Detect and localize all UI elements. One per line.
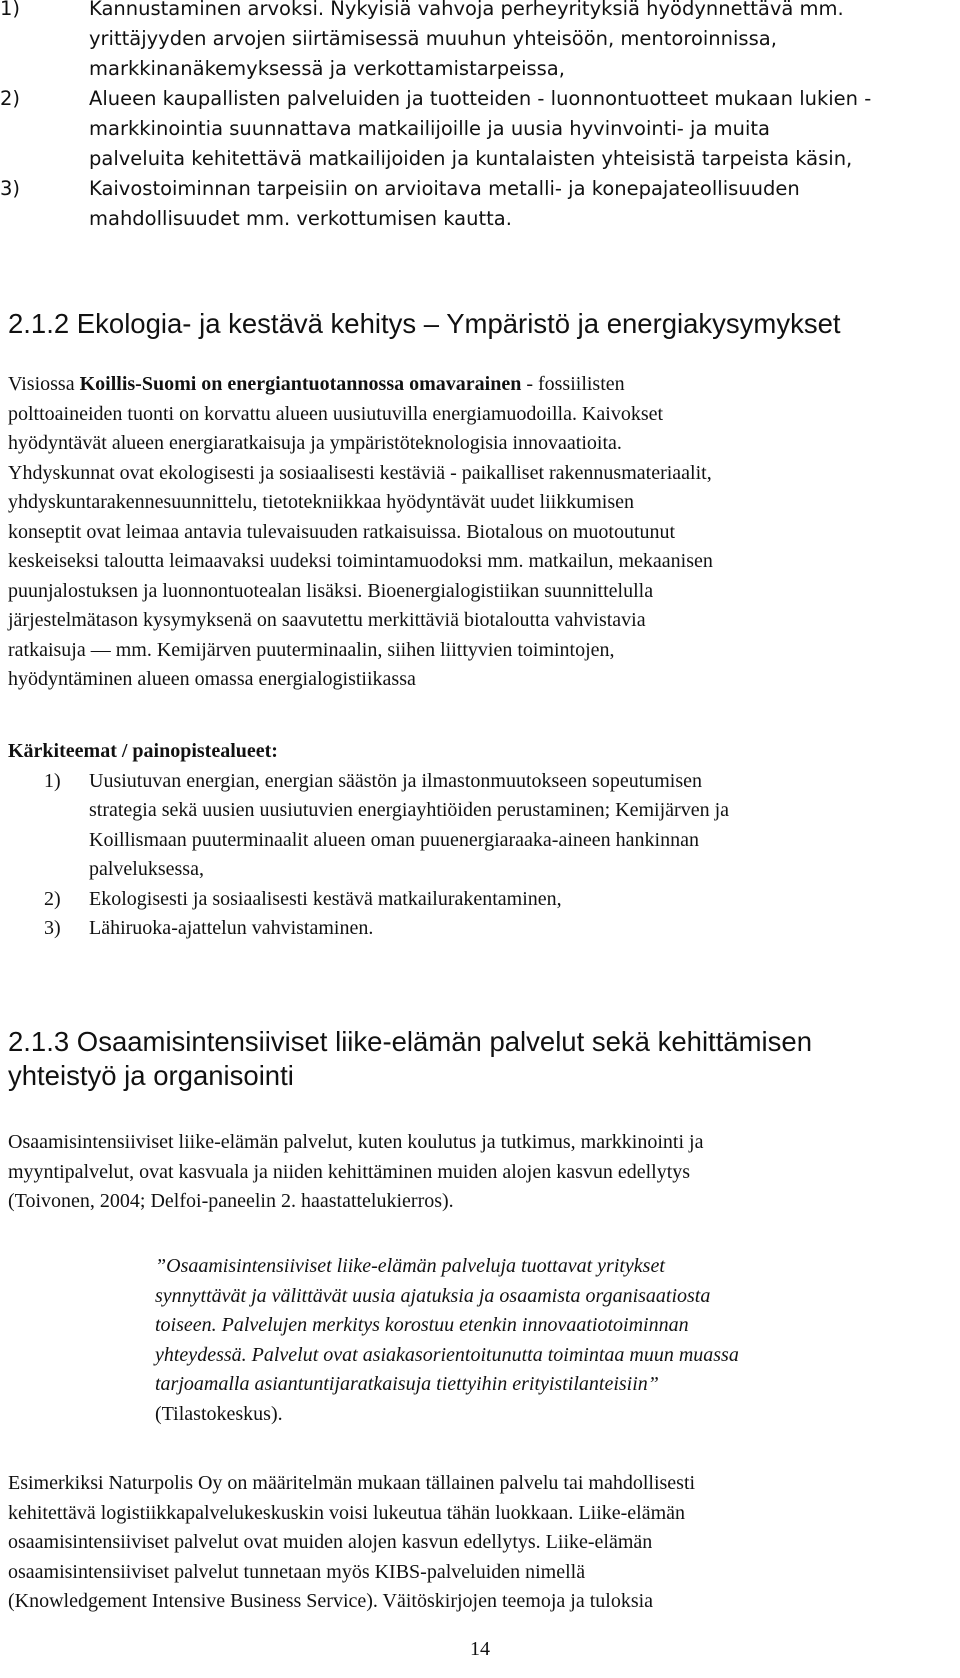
quote-source: (Tilastokeskus). bbox=[155, 1402, 283, 1425]
paragraph-line: (Knowledgement Intensive Business Service). Väitöskirjojen teemoja ja tuloksia bbox=[8, 1590, 654, 1612]
quote-text: toiseen. Palvelujen merkitys korostuu etenkin innovaatiotoiminnan bbox=[155, 1314, 689, 1336]
paragraph-line: myyntipalvelut, ovat kasvuala ja niiden kehittäminen muiden alojen kasvun edellytys bbox=[8, 1160, 691, 1183]
list-item bbox=[8, 914, 952, 943]
list-item bbox=[8, 885, 952, 914]
list-line: Kaivostoiminnan tarpeisiin on arvioitava metalli- ja konepajateollisuuden bbox=[89, 177, 800, 200]
paragraph-line: osaamisintensiiviset palvelut ovat muiden alojen kasvun edellytys. Liike-elämän bbox=[8, 1531, 653, 1553]
list-number: 2) bbox=[0, 87, 21, 110]
quote-text: yhteydessä. Palvelut ovat asiakasorientoitunutta toimintaa muun muassa bbox=[155, 1343, 739, 1366]
paragraph-line: osaamisintensiiviset palvelut tunnetaan myös KIBS-palveluiden nimellä bbox=[8, 1560, 586, 1583]
quote-text: ”Osaamisintensiiviset liike-elämän palveluja tuottavat yritykset bbox=[155, 1255, 665, 1277]
section-heading-213 bbox=[8, 1025, 812, 1093]
quote-line bbox=[155, 1341, 925, 1371]
list-line: palveluita kehitettävä matkailijoiden ja kuntalaisten yhteisistä tarpeista käsin, bbox=[89, 147, 853, 170]
list-number: 3) bbox=[44, 917, 61, 940]
para-rest: - fossiilisten bbox=[521, 373, 625, 395]
quote-text: tarjoamalla asiantuntijaratkaisuja tiettyihin erityistilanteisiin” bbox=[155, 1373, 659, 1395]
list-item bbox=[0, 84, 960, 174]
paragraph-line: hyödyntäminen alueen omassa energialogistiikassa bbox=[8, 668, 416, 690]
section-212-paragraph bbox=[8, 370, 952, 695]
paragraph-line: Esimerkiksi Naturpolis Oy on määritelmän mukaan tällainen palvelu tai mahdollisesti bbox=[8, 1472, 696, 1494]
list-line: palveluksessa, bbox=[89, 858, 204, 881]
paragraph-line bbox=[8, 370, 952, 400]
block-quote bbox=[155, 1252, 925, 1429]
paragraph-line: kehitettävä logistiikkapalvelukeskuskin voisi lukeutua tähän luokkaan. Liike-elämän bbox=[8, 1501, 686, 1524]
paragraph-line: järjestelmätason kysymyksenä on saavutettu merkittäviä biotaloutta vahvistavia bbox=[8, 609, 646, 631]
quote-text: synnyttävät ja välittävät uusia ajatuksia ja osaamista organisaatiosta bbox=[155, 1284, 711, 1307]
para-pre: Visiossa bbox=[8, 373, 80, 395]
paragraph-line: hyödyntävät alueen energiaratkaisuja ja ympäristöteknologisia innovaatioita. bbox=[8, 432, 622, 454]
page-number: 14 bbox=[470, 1638, 490, 1660]
list-line: Kannustaminen arvoksi. Nykyisiä vahvoja perheyrityksiä hyödynnettävä mm. bbox=[89, 0, 844, 20]
list-line: mahdollisuudet mm. verkottumisen kautta. bbox=[89, 207, 512, 230]
list-line: Uusiutuvan energian, energian säästön ja ilmastonmuutokseen sopeutumisen bbox=[89, 770, 703, 792]
paragraph-line: Yhdyskunnat ovat ekologisesti ja sosiaalisesti kestäviä - paikalliset rakennusmateriaalit, bbox=[8, 461, 712, 484]
vision-emphasis: Koillis-Suomi on energiantuotannossa omavarainen bbox=[79, 373, 522, 395]
list-line: markkinointia suunnattava matkailijoille ja uusia hyvinvointi- ja muita bbox=[89, 117, 770, 140]
section-213-paragraph-2 bbox=[8, 1469, 952, 1617]
quote-line bbox=[155, 1370, 925, 1400]
list-line: strategia sekä uusien uusiutuvien energiayhtiöiden perustaminen; Kemijärven ja bbox=[89, 799, 729, 822]
focus-heading: Kärkiteemat / painopistealueet: bbox=[8, 740, 278, 762]
heading-line: 2.1.3 Osaamisintensiiviset liike-elämän palvelut sekä kehittämisen bbox=[8, 1026, 812, 1057]
list-line: Alueen kaupallisten palveluiden ja tuotteiden - luonnontuotteet mukaan lukien - bbox=[89, 87, 872, 110]
list-line: yrittäjyyden arvojen siirtämisessä muuhun yhteisöön, mentoroinnissa, bbox=[89, 27, 777, 50]
paragraph-line: yhdyskuntarakennesuunnittelu, tietotekniikkaa hyödyntävät uudet liikkumisen bbox=[8, 491, 634, 513]
paragraph-line: ratkaisuja — mm. Kemijärven puuterminaalin, siihen liittyvien toimintojen, bbox=[8, 638, 615, 661]
top-numbered-list bbox=[0, 0, 960, 234]
paragraph-line: konseptit ovat leimaa antavia tulevaisuuden ratkaisuissa. Biotalous on muotoutunut bbox=[8, 520, 676, 543]
quote-line bbox=[155, 1252, 925, 1282]
paragraph-line: puunjalostuksen ja luonnontuotealan lisäksi. Bioenergialogistiikan suunnittelulla bbox=[8, 579, 654, 602]
paragraph-line: Osaamisintensiiviset liike-elämän palvelut, kuten koulutus ja tutkimus, markkinointi ja bbox=[8, 1131, 704, 1153]
list-line: Koillismaan puuterminaalit alueen oman puuenergiaraaka-aineen hankinnan bbox=[89, 828, 699, 851]
section-213-paragraph-1 bbox=[8, 1128, 952, 1217]
quote-line bbox=[155, 1311, 925, 1341]
list-number: 3) bbox=[0, 177, 21, 200]
focus-list bbox=[8, 767, 952, 943]
focus-heading-wrap bbox=[8, 737, 952, 767]
list-number: 1) bbox=[0, 0, 21, 20]
list-item bbox=[0, 0, 960, 84]
heading-line: yhteistyö ja organisointi bbox=[8, 1060, 294, 1091]
list-item bbox=[0, 174, 960, 234]
list-line: markkinanäkemyksessä ja verkottamistarpeissa, bbox=[89, 57, 565, 80]
paragraph-line: polttoaineiden tuonti on korvattu alueen uusiutuvilla energiamuodoilla. Kaivokset bbox=[8, 402, 664, 425]
quote-line bbox=[155, 1282, 925, 1312]
list-number: 2) bbox=[44, 887, 61, 910]
paragraph-line: (Toivonen, 2004; Delfoi-paneelin 2. haastattelukierros). bbox=[8, 1190, 454, 1212]
list-number: 1) bbox=[44, 770, 61, 792]
paragraph-line: keskeiseksi taloutta leimaavaksi uudeksi toimintamuodoksi mm. matkailun, mekaanisen bbox=[8, 550, 713, 572]
section-heading-212: 2.1.2 Ekologia- ja kestävä kehitys – Ympäristö ja energiakysymykset bbox=[8, 308, 841, 339]
list-item bbox=[8, 767, 952, 885]
list-line: Lähiruoka-ajattelun vahvistaminen. bbox=[89, 917, 374, 940]
list-line: Ekologisesti ja sosiaalisesti kestävä matkailurakentaminen, bbox=[89, 887, 562, 910]
